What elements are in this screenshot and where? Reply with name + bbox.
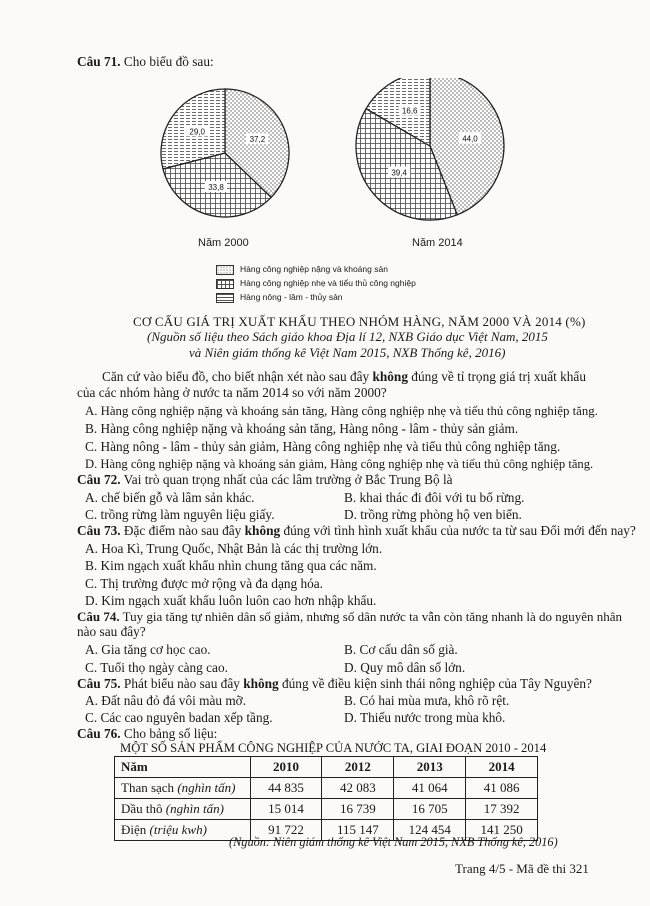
- legend-swatch-dots: [216, 265, 234, 275]
- q74-label: Câu 74.: [77, 609, 120, 624]
- q71-stem-1c: đúng về tỉ trọng giá trị xuất khẩu: [407, 369, 586, 384]
- table-header-cell: 2010: [250, 757, 322, 778]
- q71-label: Câu 71.: [77, 54, 121, 69]
- row-unit: (triệu kwh): [149, 822, 207, 837]
- legend-label-agri: Hàng nông - lâm - thủy sản: [240, 292, 343, 302]
- slice-value-label: 37,2: [249, 135, 266, 145]
- q73-option-b: B. Kim ngạch xuất khẩu nhìn chung tăng qua các năm.: [85, 558, 377, 573]
- page-footer: Trang 4/5 - Mã đề thi 321: [455, 861, 589, 876]
- q71-option-a: A. Hàng công nghiệp nặng và khoáng sản tăng, Hàng công nghiệp nhẹ và tiểu thủ công nghiệp tăng.: [85, 404, 598, 418]
- q75-heading: [77, 676, 592, 692]
- row-name: Điện: [121, 822, 147, 837]
- table-title: MỘT SỐ SẢN PHẨM CÔNG NGHIỆP CỦA NƯỚC TA, GIAI ĐOẠN 2010 - 2014: [120, 741, 547, 755]
- q75-option-d: D. Thiếu nước trong mùa khô.: [344, 710, 506, 725]
- table-cell: 15 014: [250, 799, 322, 820]
- table-source: (Nguồn: Niên giám thống kê Việt Nam 2015, NXB Thống kê, 2016): [229, 835, 558, 849]
- table-cell: 44 835: [250, 778, 322, 799]
- q72-option-d: D. trồng rừng phòng hộ ven biển.: [344, 507, 522, 522]
- pie-2014-caption: Năm 2014: [412, 237, 463, 249]
- table-header-cell: 2014: [466, 757, 538, 778]
- row-unit: (nghìn tấn): [165, 801, 224, 816]
- slice-value-label: 39,4: [391, 168, 407, 178]
- pie-2000-caption: Năm 2000: [198, 237, 249, 249]
- q71-option-c: C. Hàng nông - lâm - thủy sản giảm, Hàng công nghiệp nhẹ và tiểu thủ công nghiệp tăng.: [85, 439, 561, 454]
- table-header-cell: Năm: [115, 757, 251, 778]
- q75-option-c: C. Các cao nguyên badan xếp tầng.: [85, 710, 273, 725]
- q74-option-a: A. Gia tăng cơ học cao.: [85, 642, 211, 657]
- row-name: Than sạch: [121, 780, 175, 795]
- table-header-cell: 2013: [394, 757, 466, 778]
- q72-option-a: A. chế biến gỗ và lâm sản khác.: [85, 490, 255, 505]
- table-cell: 91 722: [250, 820, 322, 841]
- q75-text-c: đúng về điều kiện sinh thái nông nghiệp của Tây Nguyên?: [278, 676, 592, 691]
- q74-option-d: D. Quy mô dân số lớn.: [344, 660, 466, 675]
- q73-text-c: đúng với tình hình xuất khẩu của nước ta từ sau Đổi mới đến nay?: [280, 523, 636, 538]
- legend-label-heavy-industry: Hàng công nghiệp nặng và khoáng sản: [240, 264, 388, 274]
- q71-stem-1: [102, 369, 586, 385]
- table-cell: 115 147: [322, 820, 394, 841]
- q71-option-d: D. Hàng công nghiệp nặng và khoáng sản giảm, Hàng công nghiệp nhẹ và tiểu thủ công nghiệp tăng.: [85, 457, 594, 471]
- q74-heading: [77, 609, 622, 625]
- q72-text: Vai trò quan trọng nhất của các lâm trường ở Bắc Trung Bộ là: [120, 472, 453, 487]
- slice-value-label: 29,0: [189, 127, 205, 137]
- legend-swatch-grid: [216, 279, 234, 289]
- q73-heading: [77, 523, 636, 539]
- q73-option-c: C. Thị trường được mở rộng và đa dạng hóa.: [85, 576, 323, 591]
- legend-item-heavy-industry: [216, 264, 388, 275]
- chart-title: CƠ CẤU GIÁ TRỊ XUẤT KHẨU THEO NHÓM HÀNG, NĂM 2000 VÀ 2014 (%): [133, 314, 586, 329]
- q71-heading: [77, 54, 214, 70]
- table-cell: 41 086: [466, 778, 538, 799]
- q71-stem-1b: không: [372, 369, 408, 384]
- slice-value-label: 44,0: [462, 134, 478, 144]
- q75-option-a: A. Đất nâu đỏ đá vôi màu mỡ.: [85, 693, 247, 708]
- q75-option-b: B. Có hai mùa mưa, khô rõ rệt.: [344, 693, 510, 708]
- table-cell: 124 454: [394, 820, 466, 841]
- table-cell: 141 250: [466, 820, 538, 841]
- q75-label: Câu 75.: [77, 676, 121, 691]
- q72-heading: [77, 472, 453, 488]
- pie-charts: [150, 78, 540, 258]
- row-name: Dầu thô: [121, 801, 163, 816]
- q71-stem-1a: Căn cứ vào biểu đồ, cho biết nhận xét nào sau đây: [102, 369, 373, 384]
- q73-text-b: không: [244, 523, 281, 538]
- q76-text: Cho bảng số liệu:: [120, 726, 218, 741]
- data-table: [114, 756, 538, 841]
- q73-option-d: D. Kim ngạch xuất khẩu luôn luôn cao hơn nhập khẩu.: [85, 593, 377, 608]
- q76-label: Câu 76.: [77, 726, 121, 741]
- q71-stem-2: của các nhóm hàng ở nước ta năm 2014 so với năm 2000?: [77, 385, 387, 400]
- q73-option-a: A. Hoa Kì, Trung Quốc, Nhật Bản là các thị trường lớn.: [85, 541, 383, 556]
- table-header-row: [115, 757, 538, 778]
- q72-label: Câu 72.: [77, 472, 121, 487]
- slice-value-label: 33,8: [208, 183, 224, 193]
- table-header-cell: 2012: [322, 757, 394, 778]
- q71-option-b: B. Hàng công nghiệp nặng và khoáng sản tăng, Hàng nông - lâm - thủy sản giảm.: [85, 421, 519, 436]
- legend-item-light-industry: [216, 278, 416, 289]
- table-row: [115, 799, 538, 820]
- q72-option-b: B. khai thác đi đôi với tu bổ rừng.: [344, 490, 525, 505]
- slice-value-label: 16,6: [401, 106, 418, 116]
- q74-option-b: B. Cơ cấu dân số già.: [344, 642, 458, 657]
- q72-option-c: C. trồng rừng làm nguyên liệu giấy.: [85, 507, 275, 522]
- legend-item-agri: [216, 292, 343, 303]
- q73-text-a: Đặc điểm nào sau đây: [120, 523, 245, 538]
- table-cell: 17 392: [466, 799, 538, 820]
- table-cell: 16 705: [394, 799, 466, 820]
- q74-text-1: Tuy gia tăng tự nhiên dân số giảm, nhưng số dân nước ta vẫn còn tăng nhanh là do nguyên nhân: [119, 609, 623, 624]
- q74-option-c: C. Tuổi thọ ngày càng cao.: [85, 660, 228, 675]
- q73-label: Câu 73.: [77, 523, 121, 538]
- chart-source-2: và Niên giám thống kê Việt Nam 2015, NXB Thống kê, 2016): [189, 345, 506, 360]
- pie-chart-2014: [356, 78, 504, 220]
- row-unit: (nghìn tấn): [177, 780, 236, 795]
- legend-label-light-industry: Hàng công nghiệp nhẹ và tiểu thủ công nghiệp: [240, 278, 416, 288]
- q74-text-2: nào sau đây?: [77, 624, 146, 639]
- chart-source-1: (Nguồn số liệu theo Sách giáo khoa Địa lí 12, NXB Giáo dục Việt Nam, 2015: [147, 329, 548, 344]
- q71-text: Cho biểu đồ sau:: [120, 54, 214, 69]
- table-cell: 42 083: [322, 778, 394, 799]
- legend-swatch-lines: [216, 293, 234, 303]
- table-row-label: [115, 799, 251, 820]
- table-cell: 16 739: [322, 799, 394, 820]
- q75-text-a: Phát biểu nào sau đây: [120, 676, 244, 691]
- pie-chart-2000: [161, 89, 289, 217]
- q75-text-b: không: [243, 676, 279, 691]
- table-cell: 41 064: [394, 778, 466, 799]
- table-row: [115, 778, 538, 799]
- table-row-label: [115, 778, 251, 799]
